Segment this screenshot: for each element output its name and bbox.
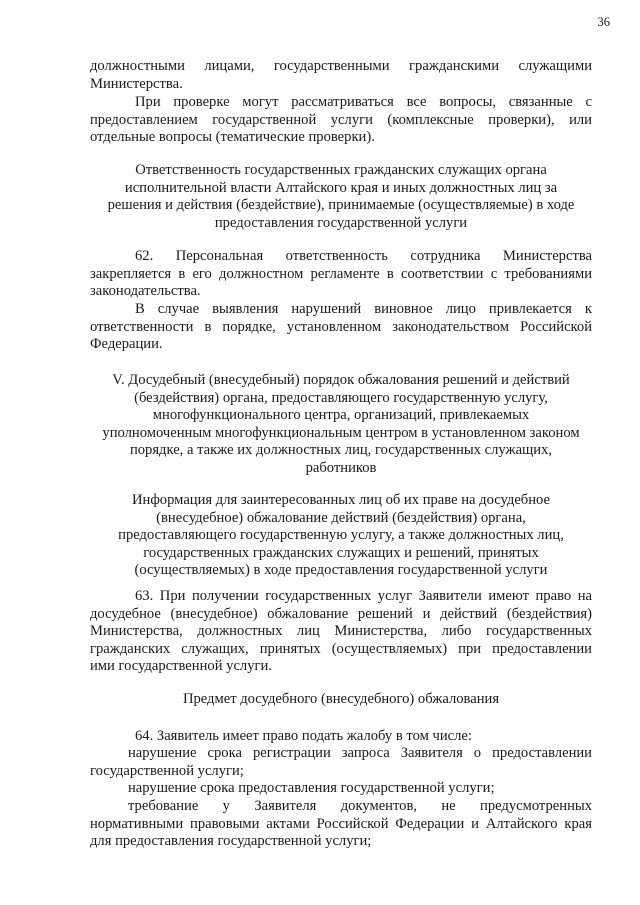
heading-line: (бездействия) органа, предоставляющего государственную услугу, xyxy=(134,389,548,406)
heading-line: предоставления государственной услуги xyxy=(214,214,468,231)
section-heading-information xyxy=(90,492,592,580)
text-line: законодательства. xyxy=(90,283,201,300)
paragraph-64-item-registration xyxy=(90,745,592,780)
text-line: ими государственной услуги. xyxy=(90,658,272,675)
page-number: 36 xyxy=(597,15,610,29)
paragraph-64 xyxy=(90,728,592,746)
text-line: требование у Заявителя документов, не предусмотренных xyxy=(128,798,592,814)
heading-line: многофункционального центра, организаций, привлекаемых xyxy=(152,407,530,424)
heading-line: Ответственность государственных гражданских служащих органа xyxy=(135,162,547,178)
text-line: предоставлением государственной услуги (комплексные проверки), или xyxy=(90,111,592,128)
heading-line: государственных гражданских служащих и решений, принятых xyxy=(143,544,539,561)
heading-line: исполнительной власти Алтайского края и иных должностных лиц за xyxy=(124,179,558,196)
paragraph-62-violations xyxy=(90,301,592,354)
heading-line: (осуществляемых) в ходе предоставления государственной услуги xyxy=(134,562,548,579)
heading-line: (внесудебное) обжалование действий (бездействия) органа, xyxy=(156,509,526,526)
section-heading-subject xyxy=(90,691,592,709)
heading-line: уполномоченным многофункциональным центром в установленном законом xyxy=(102,424,580,441)
text-line: Федерации. xyxy=(90,336,163,353)
text-line: нормативными правовыми актами Российской Федерации и Алтайского края xyxy=(90,815,592,832)
paragraph-continuation xyxy=(90,58,592,93)
text-line: При проверке могут рассматриваться все вопросы, связанные с xyxy=(135,94,592,110)
paragraph-64-item-deadline xyxy=(90,780,592,798)
text-line: должностными лицами, государственными гражданскими служащими xyxy=(90,58,592,74)
text-line: В случае выявления нарушений виновное лицо привлекается к xyxy=(135,301,592,317)
paragraph-64-item-documents xyxy=(90,798,592,851)
text-line: отдельные вопросы (тематические проверки). xyxy=(90,129,375,146)
heading-line: Предмет досудебного (внесудебного) обжалования xyxy=(182,691,500,707)
heading-line: V. Досудебный (внесудебный) порядок обжалования решений и действий xyxy=(112,372,570,388)
paragraph-62 xyxy=(90,248,592,301)
section-heading-responsibility xyxy=(90,162,592,232)
heading-line: предоставляющего государственную услугу, а также должностных лиц, xyxy=(118,527,564,544)
text-line: 64. Заявитель имеет право подать жалобу в том числе: xyxy=(135,728,472,744)
text-line: 62. Персональная ответственность сотрудника Министерства xyxy=(135,248,592,264)
paragraph-inspection xyxy=(90,94,592,147)
text-line: закрепляется в его должностном регламенте в соответствии с требованиями xyxy=(90,265,592,282)
heading-line: Информация для заинтересованных лиц об их праве на досудебное xyxy=(132,492,550,508)
text-line: для предоставления государственной услуги; xyxy=(90,833,372,850)
text-line: Министерства, должностных лиц Министерства, либо государственных xyxy=(90,623,592,640)
paragraph-63 xyxy=(90,588,592,676)
text-line: Министерства. xyxy=(90,75,183,92)
section-heading-v xyxy=(90,372,592,478)
text-line: нарушение срока регистрации запроса Заявителя о предоставлении xyxy=(128,745,592,761)
heading-line: порядке, а также их должностных лиц, государственных служащих, xyxy=(129,442,553,459)
text-line: государственной услуги; xyxy=(90,762,244,779)
text-line: ответственности в порядке, установленном законодательством Российской xyxy=(90,318,592,335)
heading-line: решения и действия (бездействие), принимаемые (осуществляемые) в ходе xyxy=(107,197,575,214)
text-line: 63. При получении государственных услуг Заявители имеют право на xyxy=(135,588,592,604)
text-line: нарушение срока предоставления государственной услуги; xyxy=(128,780,495,796)
text-line: гражданских служащих, принятых (осуществляемых) при предоставлении xyxy=(90,640,592,657)
text-line: досудебное (внесудебное) обжалование решений и действий (бездействия) xyxy=(90,605,592,622)
heading-line: работников xyxy=(305,459,377,476)
